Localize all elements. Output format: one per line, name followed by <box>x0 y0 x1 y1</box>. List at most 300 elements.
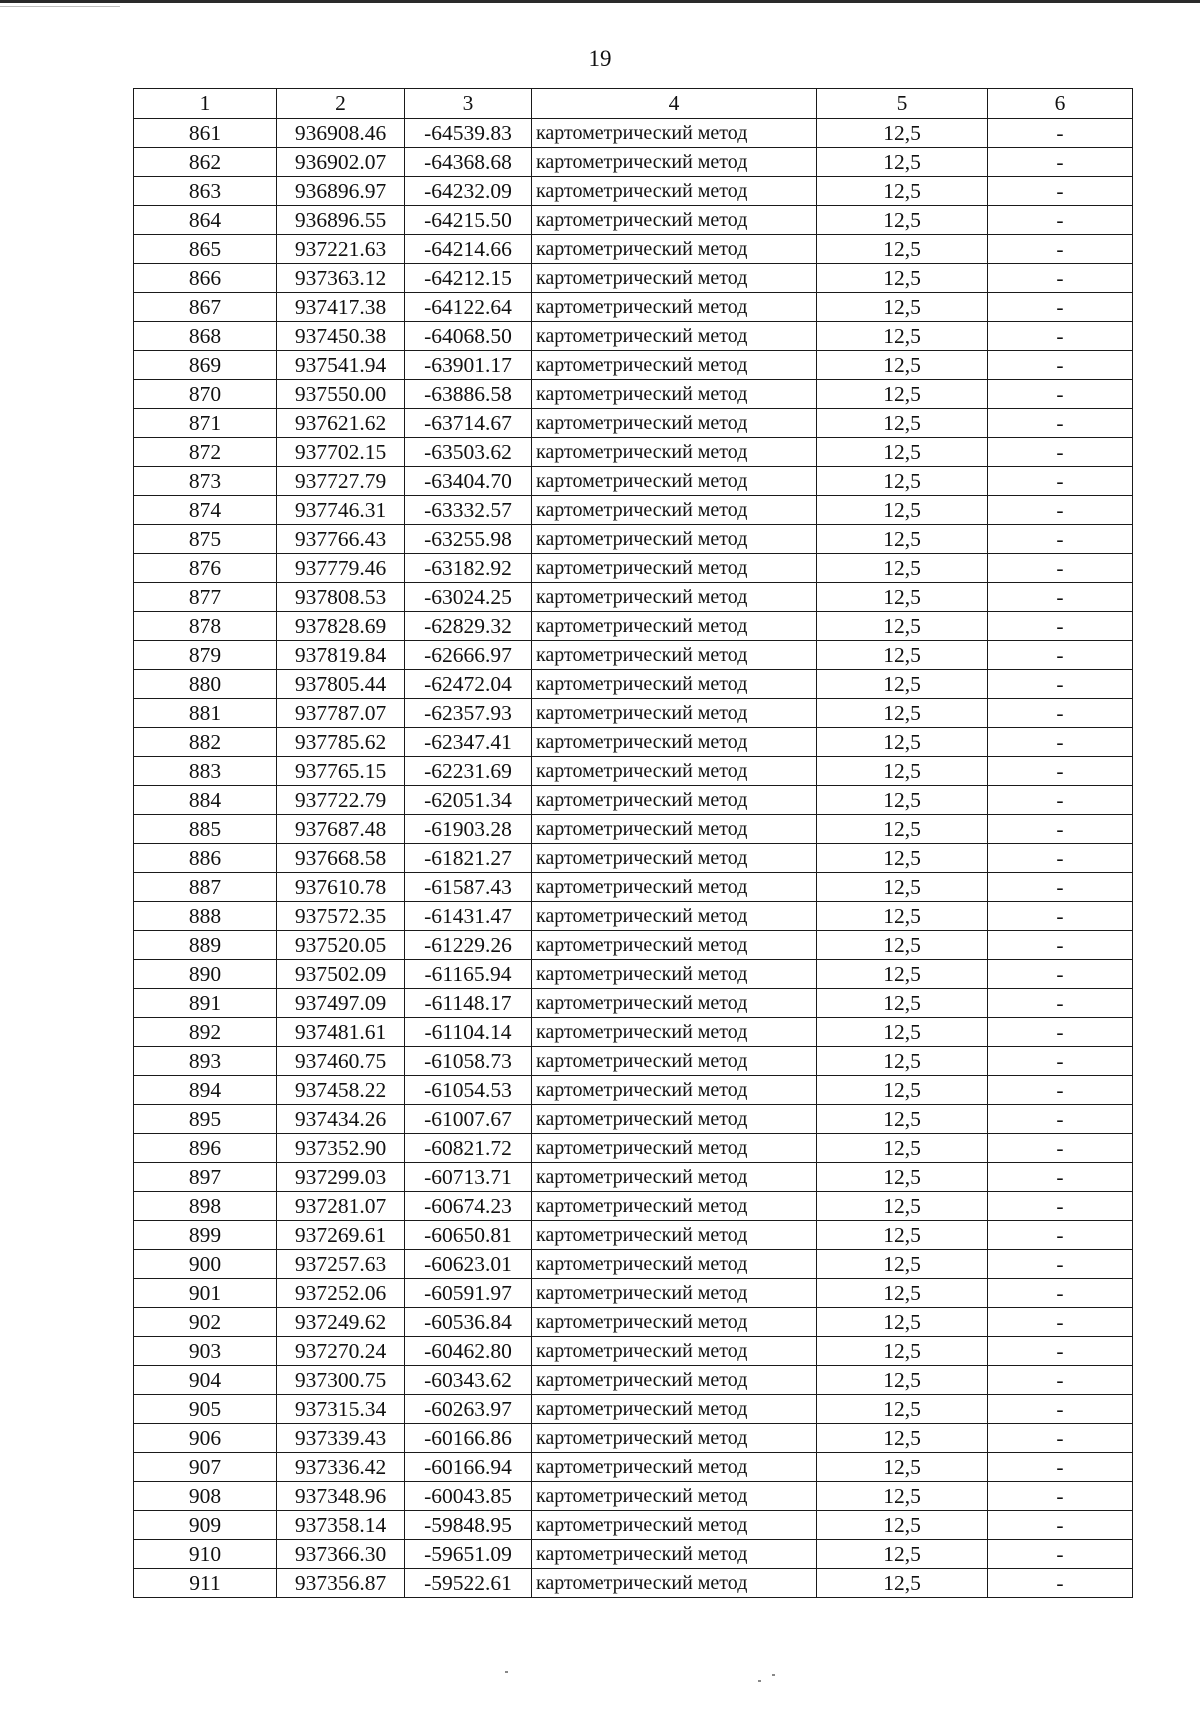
table-cell-col-4: картометрический метод <box>532 815 817 844</box>
table-cell-col-1: 885 <box>134 815 277 844</box>
table-cell-col-6: - <box>988 235 1133 264</box>
table-cell-col-5: 12,5 <box>817 641 988 670</box>
table-cell-col-2: 937363.12 <box>277 264 405 293</box>
table-cell-col-4: картометрический метод <box>532 641 817 670</box>
table-cell-col-3: -64215.50 <box>405 206 532 235</box>
table-cell-col-5: 12,5 <box>817 409 988 438</box>
table-cell-col-6: - <box>988 351 1133 380</box>
table-cell-col-4: картометрический метод <box>532 670 817 699</box>
table-cell-col-4: картометрический метод <box>532 1366 817 1395</box>
table-cell-col-2: 937348.96 <box>277 1482 405 1511</box>
table-cell-col-5: 12,5 <box>817 351 988 380</box>
table-cell-col-4: картометрический метод <box>532 322 817 351</box>
top-edge-rule <box>0 0 1200 3</box>
table-row <box>134 1163 1133 1192</box>
table-cell-col-1: 891 <box>134 989 277 1018</box>
table-cell-col-1: 898 <box>134 1192 277 1221</box>
table-cell-col-3: -63255.98 <box>405 525 532 554</box>
table-cell-col-2: 937460.75 <box>277 1047 405 1076</box>
table-row <box>134 612 1133 641</box>
table-cell-col-2: 937315.34 <box>277 1395 405 1424</box>
table-cell-col-1: 910 <box>134 1540 277 1569</box>
table-cell-col-3: -63182.92 <box>405 554 532 583</box>
table-cell-col-1: 899 <box>134 1221 277 1250</box>
table-cell-col-2: 937787.07 <box>277 699 405 728</box>
table-cell-col-4: картометрический метод <box>532 1424 817 1453</box>
table-cell-col-1: 897 <box>134 1163 277 1192</box>
table-cell-col-3: -60591.97 <box>405 1279 532 1308</box>
table-cell-col-2: 937366.30 <box>277 1540 405 1569</box>
table-cell-col-3: -59522.61 <box>405 1569 532 1598</box>
table-cell-col-4: картометрический метод <box>532 931 817 960</box>
table-cell-col-4: картометрический метод <box>532 1337 817 1366</box>
table-cell-col-6: - <box>988 1076 1133 1105</box>
table-cell-col-6: - <box>988 931 1133 960</box>
table-cell-col-5: 12,5 <box>817 670 988 699</box>
table-cell-col-1: 882 <box>134 728 277 757</box>
table-cell-col-4: картометрический метод <box>532 206 817 235</box>
table-cell-col-2: 937779.46 <box>277 554 405 583</box>
table-cell-col-4: картометрический метод <box>532 1047 817 1076</box>
table-cell-col-6: - <box>988 1424 1133 1453</box>
table-cell-col-4: картометрический метод <box>532 1482 817 1511</box>
table-cell-col-3: -60623.01 <box>405 1250 532 1279</box>
table-cell-col-4: картометрический метод <box>532 119 817 148</box>
table-row <box>134 235 1133 264</box>
table-cell-col-1: 868 <box>134 322 277 351</box>
header-cell: 2 <box>277 89 405 119</box>
table-cell-col-2: 937722.79 <box>277 786 405 815</box>
table-cell-col-5: 12,5 <box>817 699 988 728</box>
header-cell: 4 <box>532 89 817 119</box>
table-cell-col-3: -62231.69 <box>405 757 532 786</box>
table-cell-col-5: 12,5 <box>817 728 988 757</box>
table-cell-col-1: 888 <box>134 902 277 931</box>
table-row <box>134 815 1133 844</box>
table-cell-col-4: картометрический метод <box>532 583 817 612</box>
table-cell-col-3: -64122.64 <box>405 293 532 322</box>
header-cell: 5 <box>817 89 988 119</box>
table-cell-col-6: - <box>988 119 1133 148</box>
table-cell-col-1: 908 <box>134 1482 277 1511</box>
table-cell-col-5: 12,5 <box>817 989 988 1018</box>
table-cell-col-1: 880 <box>134 670 277 699</box>
table-row <box>134 670 1133 699</box>
table-cell-col-5: 12,5 <box>817 235 988 264</box>
table-row <box>134 699 1133 728</box>
coordinates-table <box>133 88 1133 1598</box>
table-cell-col-3: -61229.26 <box>405 931 532 960</box>
table-cell-col-5: 12,5 <box>817 1569 988 1598</box>
table-cell-col-6: - <box>988 554 1133 583</box>
table-cell-col-1: 893 <box>134 1047 277 1076</box>
table-cell-col-4: картометрический метод <box>532 1018 817 1047</box>
table-cell-col-4: картометрический метод <box>532 1540 817 1569</box>
table-cell-col-5: 12,5 <box>817 1395 988 1424</box>
table-cell-col-6: - <box>988 293 1133 322</box>
table-cell-col-6: - <box>988 1279 1133 1308</box>
table-cell-col-2: 937765.15 <box>277 757 405 786</box>
table-cell-col-2: 937746.31 <box>277 496 405 525</box>
table-cell-col-3: -63901.17 <box>405 351 532 380</box>
table-cell-col-2: 937687.48 <box>277 815 405 844</box>
table-cell-col-4: картометрический метод <box>532 612 817 641</box>
table-row <box>134 148 1133 177</box>
table-cell-col-4: картометрический метод <box>532 757 817 786</box>
table-cell-col-6: - <box>988 989 1133 1018</box>
table-cell-col-6: - <box>988 525 1133 554</box>
table-cell-col-1: 886 <box>134 844 277 873</box>
table-cell-col-2: 937300.75 <box>277 1366 405 1395</box>
table-cell-col-2: 937336.42 <box>277 1453 405 1482</box>
table-cell-col-6: - <box>988 1105 1133 1134</box>
table-cell-col-1: 878 <box>134 612 277 641</box>
table-cell-col-4: картометрический метод <box>532 554 817 583</box>
table-cell-col-6: - <box>988 728 1133 757</box>
table-cell-col-5: 12,5 <box>817 177 988 206</box>
table-row <box>134 728 1133 757</box>
table-cell-col-2: 937572.35 <box>277 902 405 931</box>
table-cell-col-3: -61165.94 <box>405 960 532 989</box>
table-cell-col-3: -60821.72 <box>405 1134 532 1163</box>
table-cell-col-3: -64232.09 <box>405 177 532 206</box>
table-cell-col-2: 937828.69 <box>277 612 405 641</box>
table-cell-col-3: -62357.93 <box>405 699 532 728</box>
table-cell-col-5: 12,5 <box>817 293 988 322</box>
table-cell-col-2: 937805.44 <box>277 670 405 699</box>
table-cell-col-3: -63024.25 <box>405 583 532 612</box>
table-cell-col-4: картометрический метод <box>532 1569 817 1598</box>
table-cell-col-5: 12,5 <box>817 1540 988 1569</box>
table-cell-col-3: -62051.34 <box>405 786 532 815</box>
table-cell-col-5: 12,5 <box>817 264 988 293</box>
table-cell-col-2: 937257.63 <box>277 1250 405 1279</box>
table-cell-col-6: - <box>988 815 1133 844</box>
table-cell-col-5: 12,5 <box>817 786 988 815</box>
table-cell-col-3: -60713.71 <box>405 1163 532 1192</box>
table-row <box>134 293 1133 322</box>
table-row <box>134 757 1133 786</box>
table-cell-col-2: 937702.15 <box>277 438 405 467</box>
table-row <box>134 496 1133 525</box>
table-cell-col-4: картометрический метод <box>532 1511 817 1540</box>
table-cell-col-1: 864 <box>134 206 277 235</box>
table-cell-col-3: -60166.94 <box>405 1453 532 1482</box>
table-cell-col-4: картометрический метод <box>532 1134 817 1163</box>
table-cell-col-4: картометрический метод <box>532 1250 817 1279</box>
table-cell-col-2: 937270.24 <box>277 1337 405 1366</box>
table-row <box>134 525 1133 554</box>
table-body <box>134 119 1133 1598</box>
table-cell-col-5: 12,5 <box>817 380 988 409</box>
table-cell-col-3: -63886.58 <box>405 380 532 409</box>
table-row <box>134 931 1133 960</box>
table-cell-col-4: картометрический метод <box>532 380 817 409</box>
table-row <box>134 1511 1133 1540</box>
scan-speck <box>772 1674 775 1676</box>
table-cell-col-1: 894 <box>134 1076 277 1105</box>
table-cell-col-5: 12,5 <box>817 815 988 844</box>
table-cell-col-6: - <box>988 264 1133 293</box>
table-cell-col-2: 936896.97 <box>277 177 405 206</box>
table-cell-col-1: 874 <box>134 496 277 525</box>
table-cell-col-3: -59651.09 <box>405 1540 532 1569</box>
table-cell-col-3: -60536.84 <box>405 1308 532 1337</box>
scan-speck <box>758 1680 761 1682</box>
table-cell-col-2: 936902.07 <box>277 148 405 177</box>
table-cell-col-6: - <box>988 1395 1133 1424</box>
table-cell-col-1: 873 <box>134 467 277 496</box>
table-cell-col-4: картометрический метод <box>532 525 817 554</box>
table-row <box>134 1221 1133 1250</box>
table-cell-col-3: -61431.47 <box>405 902 532 931</box>
table-cell-col-4: картометрический метод <box>532 960 817 989</box>
table-row <box>134 119 1133 148</box>
table-cell-col-6: - <box>988 438 1133 467</box>
table-cell-col-4: картометрический метод <box>532 1163 817 1192</box>
table-cell-col-4: картометрический метод <box>532 351 817 380</box>
table-cell-col-1: 905 <box>134 1395 277 1424</box>
table-cell-col-6: - <box>988 467 1133 496</box>
table-row <box>134 1540 1133 1569</box>
table-cell-col-6: - <box>988 699 1133 728</box>
table-cell-col-2: 937808.53 <box>277 583 405 612</box>
table-cell-col-5: 12,5 <box>817 1047 988 1076</box>
table-row <box>134 467 1133 496</box>
table-cell-col-3: -64212.15 <box>405 264 532 293</box>
table-cell-col-1: 870 <box>134 380 277 409</box>
table-row <box>134 1192 1133 1221</box>
table-row <box>134 380 1133 409</box>
table-cell-col-4: картометрический метод <box>532 235 817 264</box>
table-row <box>134 1047 1133 1076</box>
table-cell-col-3: -60462.80 <box>405 1337 532 1366</box>
table-cell-col-2: 937450.38 <box>277 322 405 351</box>
table-cell-col-1: 896 <box>134 1134 277 1163</box>
table-cell-col-6: - <box>988 1337 1133 1366</box>
table-cell-col-2: 937541.94 <box>277 351 405 380</box>
table-cell-col-6: - <box>988 670 1133 699</box>
table-cell-col-5: 12,5 <box>817 1163 988 1192</box>
table-cell-col-2: 937339.43 <box>277 1424 405 1453</box>
table-cell-col-6: - <box>988 177 1133 206</box>
table-cell-col-2: 937356.87 <box>277 1569 405 1598</box>
table-cell-col-4: картометрический метод <box>532 1192 817 1221</box>
table-cell-col-5: 12,5 <box>817 206 988 235</box>
table-cell-col-6: - <box>988 757 1133 786</box>
table-cell-col-5: 12,5 <box>817 1511 988 1540</box>
table-row <box>134 1105 1133 1134</box>
table-cell-col-5: 12,5 <box>817 1221 988 1250</box>
table-cell-col-4: картометрический метод <box>532 148 817 177</box>
table-row <box>134 1569 1133 1598</box>
table-cell-col-1: 887 <box>134 873 277 902</box>
table-cell-col-3: -60043.85 <box>405 1482 532 1511</box>
table-cell-col-1: 876 <box>134 554 277 583</box>
table-row <box>134 583 1133 612</box>
table-cell-col-2: 937417.38 <box>277 293 405 322</box>
table-cell-col-3: -61104.14 <box>405 1018 532 1047</box>
table-cell-col-3: -60263.97 <box>405 1395 532 1424</box>
table-cell-col-4: картометрический метод <box>532 496 817 525</box>
table-cell-col-2: 937269.61 <box>277 1221 405 1250</box>
table-cell-col-4: картометрический метод <box>532 1105 817 1134</box>
table-cell-col-4: картометрический метод <box>532 699 817 728</box>
table-cell-col-5: 12,5 <box>817 844 988 873</box>
table-cell-col-2: 937727.79 <box>277 467 405 496</box>
table-cell-col-6: - <box>988 844 1133 873</box>
table-row <box>134 1482 1133 1511</box>
table-cell-col-1: 862 <box>134 148 277 177</box>
table-cell-col-2: 937358.14 <box>277 1511 405 1540</box>
table-cell-col-1: 877 <box>134 583 277 612</box>
table-cell-col-4: картометрический метод <box>532 902 817 931</box>
table-cell-col-2: 937668.58 <box>277 844 405 873</box>
table-cell-col-5: 12,5 <box>817 960 988 989</box>
table-cell-col-6: - <box>988 873 1133 902</box>
table-cell-col-3: -63404.70 <box>405 467 532 496</box>
table-cell-col-4: картометрический метод <box>532 728 817 757</box>
table-cell-col-1: 901 <box>134 1279 277 1308</box>
table-row <box>134 1366 1133 1395</box>
table-cell-col-5: 12,5 <box>817 583 988 612</box>
table-cell-col-6: - <box>988 1192 1133 1221</box>
table-cell-col-4: картометрический метод <box>532 989 817 1018</box>
table-cell-col-3: -62829.32 <box>405 612 532 641</box>
table-cell-col-5: 12,5 <box>817 1192 988 1221</box>
header-cell: 3 <box>405 89 532 119</box>
table-cell-col-5: 12,5 <box>817 873 988 902</box>
table-row <box>134 786 1133 815</box>
table-cell-col-3: -64368.68 <box>405 148 532 177</box>
table-row <box>134 1018 1133 1047</box>
header-cell: 6 <box>988 89 1133 119</box>
table-cell-col-6: - <box>988 1250 1133 1279</box>
table-cell-col-3: -60166.86 <box>405 1424 532 1453</box>
table-row <box>134 351 1133 380</box>
table-cell-col-2: 937434.26 <box>277 1105 405 1134</box>
table-row <box>134 989 1133 1018</box>
table-row <box>134 1279 1133 1308</box>
table-cell-col-2: 937252.06 <box>277 1279 405 1308</box>
table-cell-col-3: -62347.41 <box>405 728 532 757</box>
table-cell-col-1: 872 <box>134 438 277 467</box>
table-row <box>134 438 1133 467</box>
table-cell-col-5: 12,5 <box>817 1018 988 1047</box>
table-cell-col-6: - <box>988 641 1133 670</box>
table-cell-col-3: -63714.67 <box>405 409 532 438</box>
table-cell-col-1: 902 <box>134 1308 277 1337</box>
table-cell-col-5: 12,5 <box>817 1279 988 1308</box>
table-cell-col-3: -59848.95 <box>405 1511 532 1540</box>
table-cell-col-6: - <box>988 496 1133 525</box>
table-cell-col-5: 12,5 <box>817 467 988 496</box>
table-cell-col-2: 936908.46 <box>277 119 405 148</box>
table-cell-col-6: - <box>988 206 1133 235</box>
table-cell-col-1: 881 <box>134 699 277 728</box>
table-cell-col-2: 937281.07 <box>277 1192 405 1221</box>
table-cell-col-1: 903 <box>134 1337 277 1366</box>
table-cell-col-1: 889 <box>134 931 277 960</box>
table-cell-col-6: - <box>988 1366 1133 1395</box>
table-cell-col-5: 12,5 <box>817 525 988 554</box>
table-cell-col-3: -62472.04 <box>405 670 532 699</box>
table-cell-col-1: 879 <box>134 641 277 670</box>
page-number: 19 <box>588 46 612 71</box>
table-cell-col-1: 871 <box>134 409 277 438</box>
table-cell-col-4: картометрический метод <box>532 1308 817 1337</box>
table-row <box>134 1308 1133 1337</box>
table-row <box>134 264 1133 293</box>
table-cell-col-6: - <box>988 380 1133 409</box>
table-cell-col-4: картометрический метод <box>532 786 817 815</box>
table-cell-col-6: - <box>988 1163 1133 1192</box>
table-cell-col-1: 906 <box>134 1424 277 1453</box>
table-row <box>134 641 1133 670</box>
table-cell-col-6: - <box>988 1134 1133 1163</box>
table-cell-col-1: 869 <box>134 351 277 380</box>
table-cell-col-2: 937819.84 <box>277 641 405 670</box>
table-cell-col-1: 890 <box>134 960 277 989</box>
table-cell-col-3: -61007.67 <box>405 1105 532 1134</box>
table-cell-col-4: картометрический метод <box>532 1076 817 1105</box>
table-cell-col-3: -62666.97 <box>405 641 532 670</box>
table-cell-col-3: -63332.57 <box>405 496 532 525</box>
table-row <box>134 1250 1133 1279</box>
table-row <box>134 1424 1133 1453</box>
header-cell: 1 <box>134 89 277 119</box>
table-cell-col-5: 12,5 <box>817 757 988 786</box>
table-cell-col-2: 937520.05 <box>277 931 405 960</box>
table-cell-col-4: картометрический метод <box>532 1279 817 1308</box>
table-cell-col-4: картометрический метод <box>532 409 817 438</box>
table-row <box>134 206 1133 235</box>
table-cell-col-6: - <box>988 1308 1133 1337</box>
table-cell-col-2: 937481.61 <box>277 1018 405 1047</box>
table-cell-col-3: -60343.62 <box>405 1366 532 1395</box>
table-cell-col-3: -61148.17 <box>405 989 532 1018</box>
table-cell-col-5: 12,5 <box>817 1482 988 1511</box>
table-cell-col-3: -60674.23 <box>405 1192 532 1221</box>
table-cell-col-3: -61587.43 <box>405 873 532 902</box>
table-cell-col-1: 895 <box>134 1105 277 1134</box>
table-cell-col-2: 937610.78 <box>277 873 405 902</box>
table-cell-col-1: 892 <box>134 1018 277 1047</box>
table-cell-col-2: 937766.43 <box>277 525 405 554</box>
table-cell-col-2: 937785.62 <box>277 728 405 757</box>
table-cell-col-1: 883 <box>134 757 277 786</box>
table-cell-col-5: 12,5 <box>817 612 988 641</box>
table-cell-col-2: 937497.09 <box>277 989 405 1018</box>
table-cell-col-6: - <box>988 1221 1133 1250</box>
table-cell-col-6: - <box>988 786 1133 815</box>
table-cell-col-6: - <box>988 1018 1133 1047</box>
table-cell-col-1: 904 <box>134 1366 277 1395</box>
table-cell-col-5: 12,5 <box>817 1308 988 1337</box>
table-cell-col-1: 900 <box>134 1250 277 1279</box>
table-cell-col-1: 867 <box>134 293 277 322</box>
table-cell-col-5: 12,5 <box>817 322 988 351</box>
table-row <box>134 1337 1133 1366</box>
table-cell-col-2: 937299.03 <box>277 1163 405 1192</box>
table-row <box>134 1134 1133 1163</box>
table-row <box>134 960 1133 989</box>
table-cell-col-1: 907 <box>134 1453 277 1482</box>
table-cell-col-3: -64539.83 <box>405 119 532 148</box>
table-row <box>134 322 1133 351</box>
table-cell-col-5: 12,5 <box>817 554 988 583</box>
table-cell-col-3: -64214.66 <box>405 235 532 264</box>
